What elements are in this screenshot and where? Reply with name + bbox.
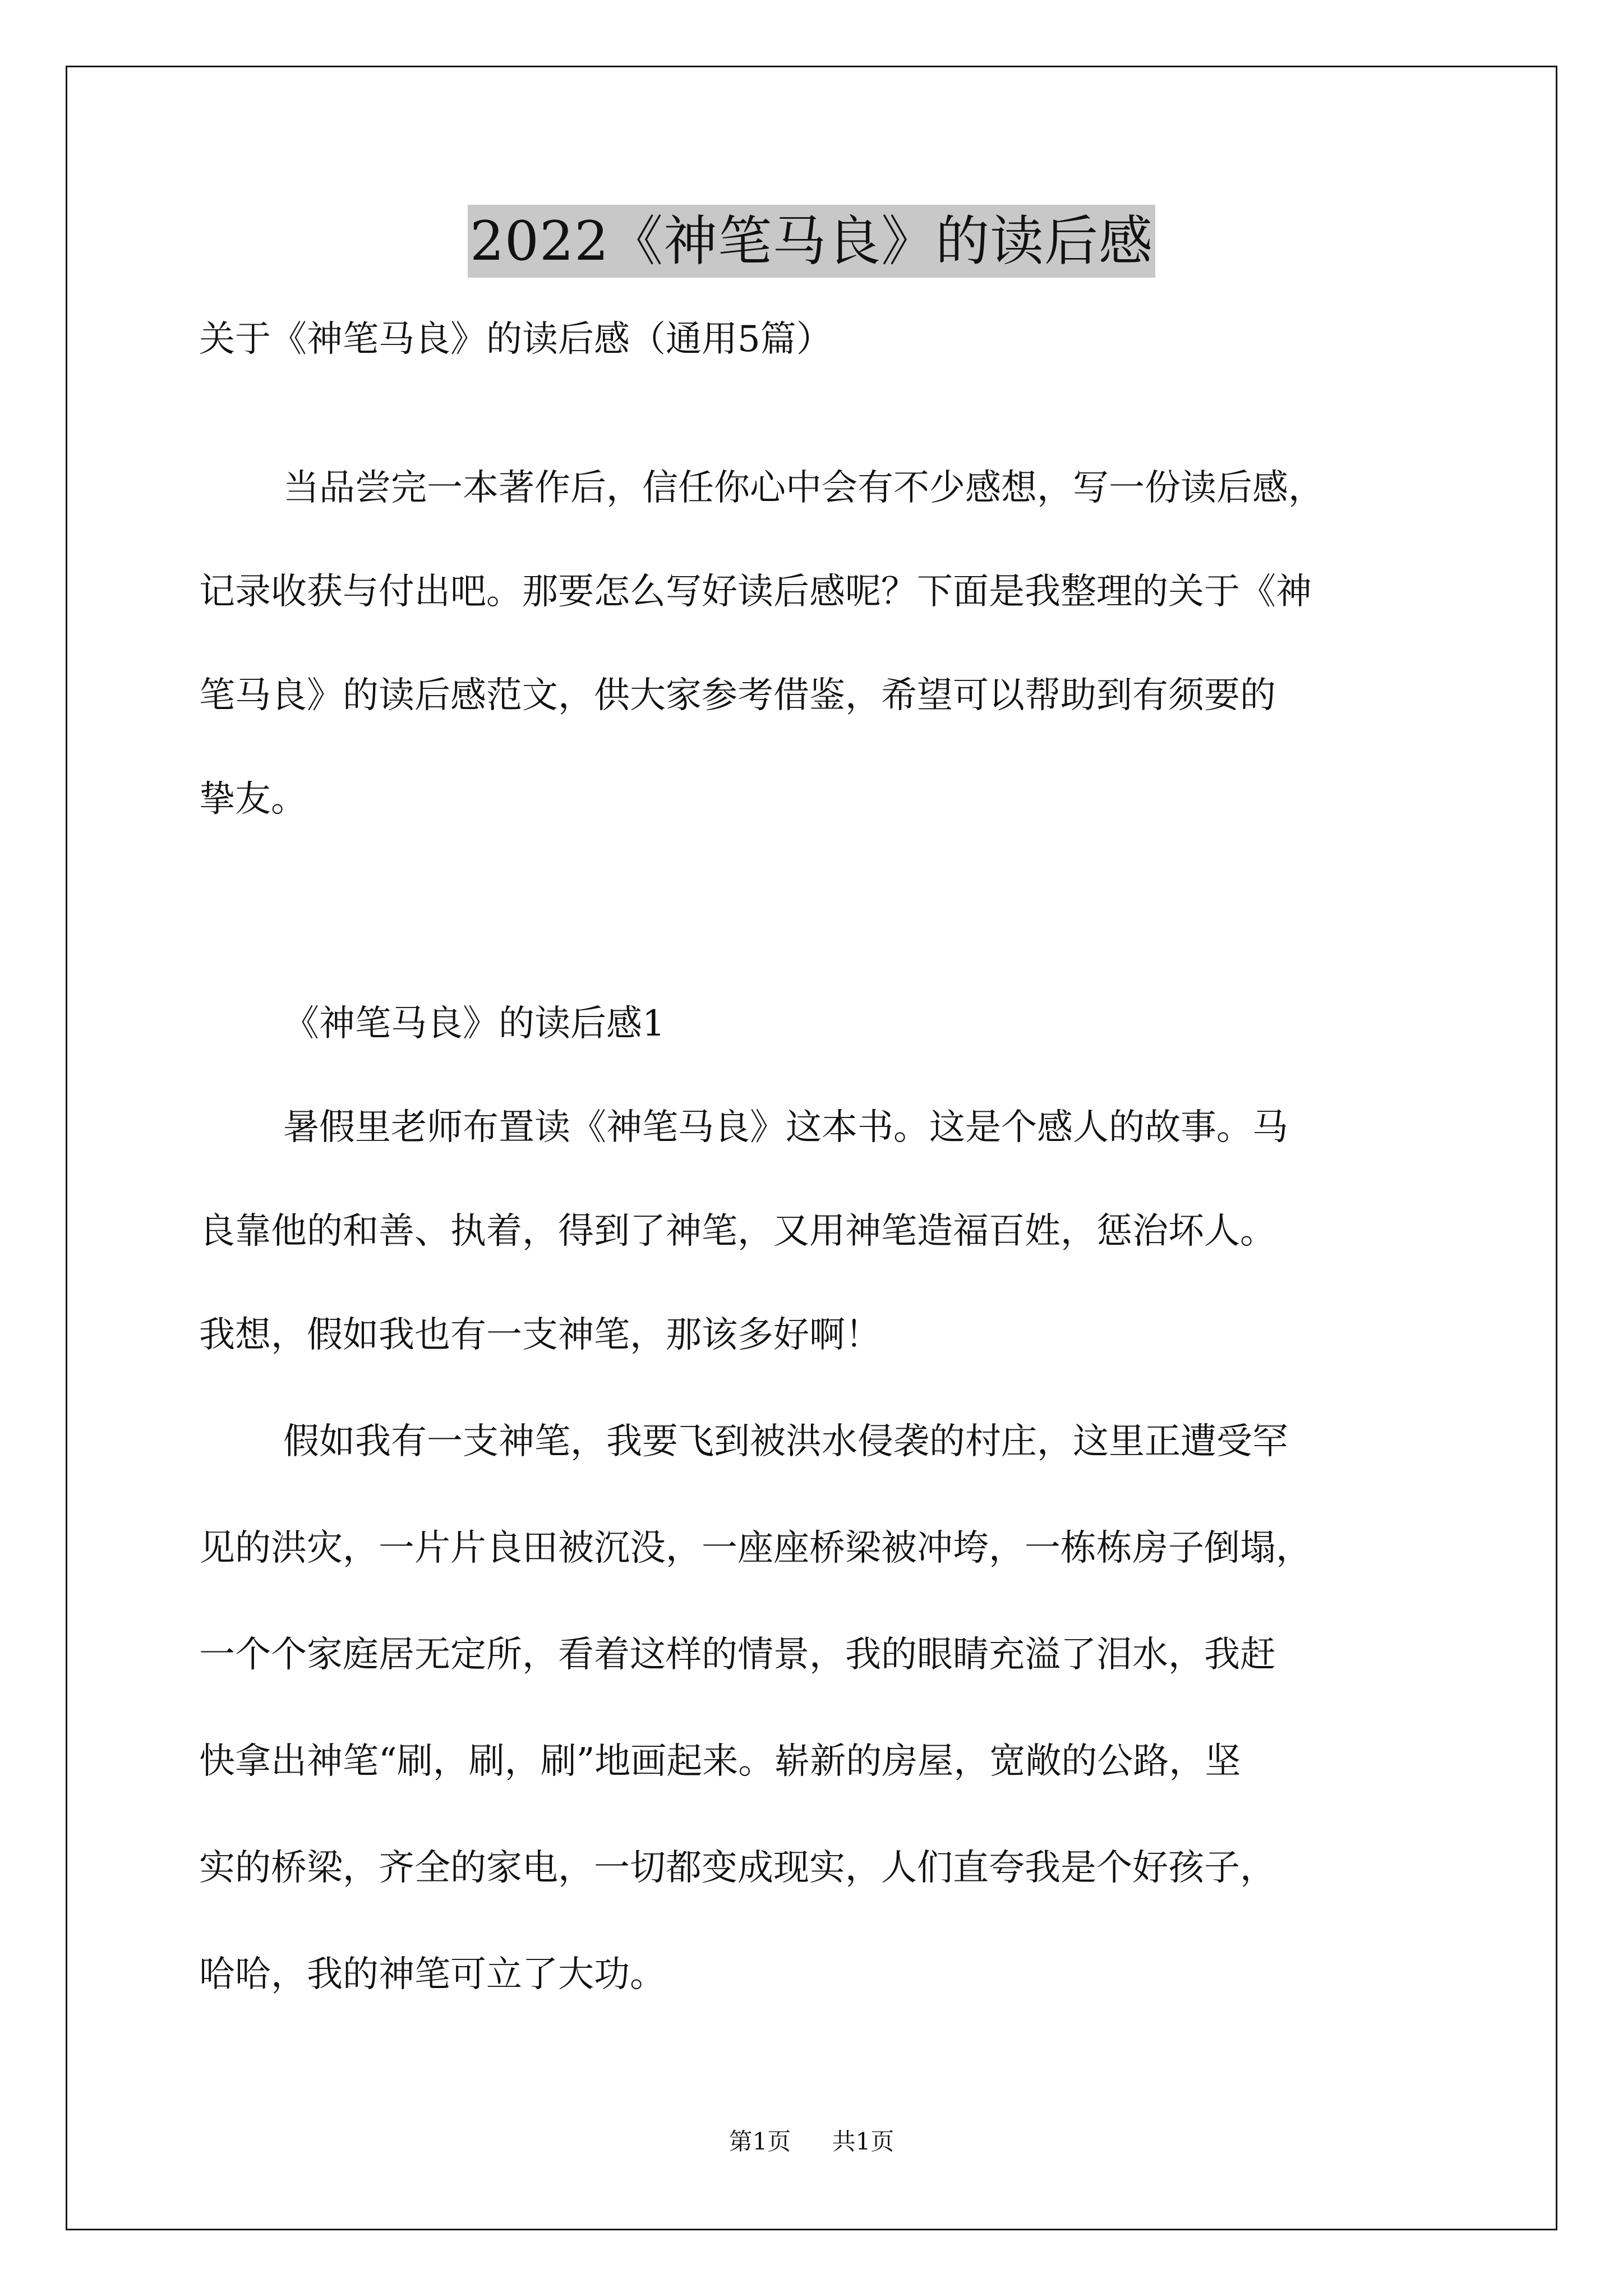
paragraph1-line-3: 我想，假如我也有一支神笔，那该多好啊！ xyxy=(199,1314,881,1356)
paragraph2-line-4: 快拿出神笔“刷，刷，刷”地画起来。崭新的房屋，宽敞的公路，坚 xyxy=(199,1741,1241,1782)
paragraph2-line-5: 实的桥梁，齐全的家电，一切都变成现实，人们直夸我是个好孩子， xyxy=(199,1847,1276,1889)
page-footer xyxy=(0,2126,1623,2157)
intro-line-3: 笔马良》的读后感范文，供大家参考借鉴，希望可以帮助到有须要的 xyxy=(199,675,1276,716)
page-number-total: 共1页 xyxy=(832,2128,895,2155)
paragraph2-line-1: 假如我有一支神笔，我要飞到被洪水侵袭的村庄，这里正遭受罕 xyxy=(283,1421,1288,1462)
intro-line-4: 挚友。 xyxy=(199,779,307,820)
intro-line-1: 当品尝完一本著作后，信任你心中会有不少感想，写一份读后感， xyxy=(283,467,1324,509)
document-title: 2022《神笔马良》的读后感 xyxy=(468,205,1155,278)
paragraph1-line-1: 暑假里老师布置读《神笔马良》这本书。这是个感人的故事。马 xyxy=(283,1107,1288,1148)
title-block xyxy=(0,205,1623,278)
paragraph1-line-2: 良靠他的和善、执着，得到了神笔，又用神笔造福百姓，惩治坏人。 xyxy=(199,1211,1276,1252)
document-subtitle: 关于《神笔马良》的读后感（通用5篇） xyxy=(199,319,832,360)
paragraph2-line-3: 一个个家庭居无定所，看着这样的情景，我的眼睛充溢了泪水，我赶 xyxy=(199,1634,1276,1676)
paragraph2-line-6: 哈哈，我的神笔可立了大功。 xyxy=(199,1954,666,1995)
section-heading: 《神笔马良》的读后感1 xyxy=(283,1003,665,1045)
page-number-current: 第1页 xyxy=(728,2128,791,2155)
paragraph2-line-2: 见的洪灾，一片片良田被沉没，一座座桥梁被冲垮，一栋栋房子倒塌， xyxy=(199,1527,1312,1569)
intro-line-2: 记录收获与付出吧。那要怎么写好读后感呢？下面是我整理的关于《神 xyxy=(199,571,1312,613)
